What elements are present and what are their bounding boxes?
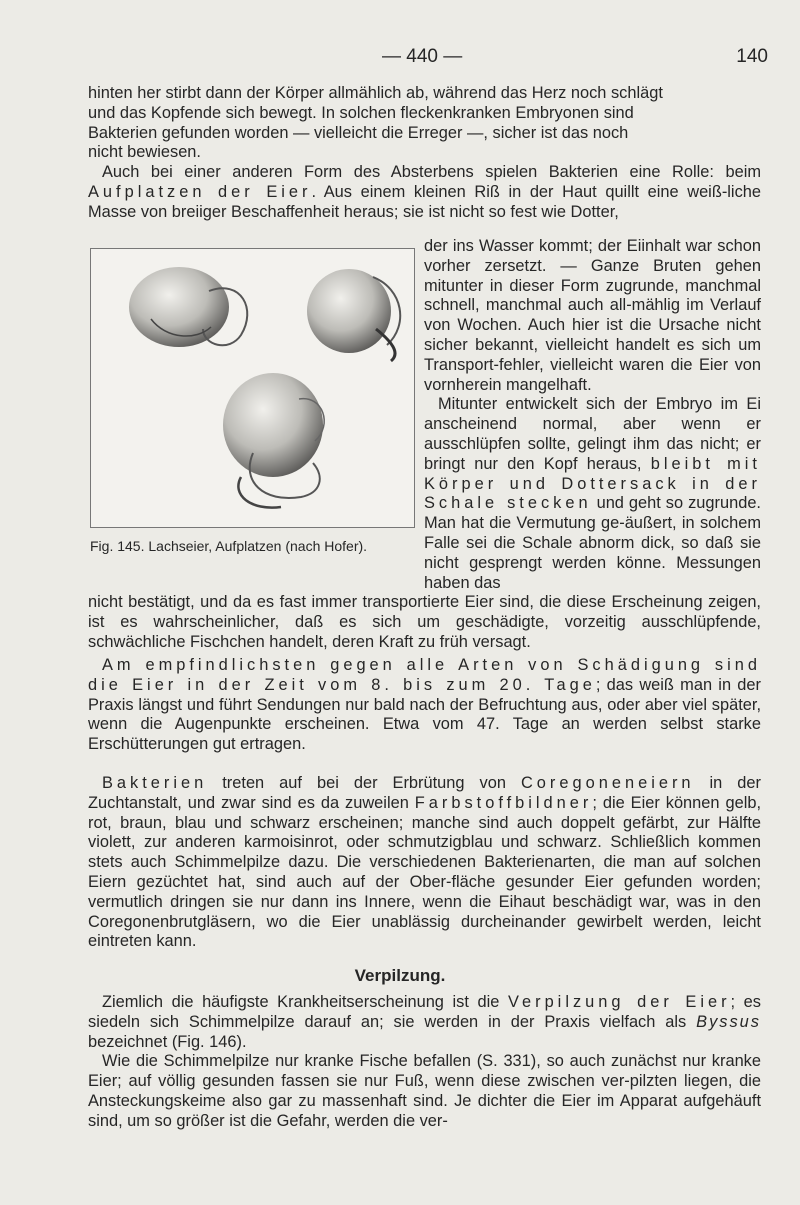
continuation-text	[88, 593, 761, 652]
paragraph-bruten: der ins Wasser kommt; der Eiinhalt war schon vorher zersetzt. — Ganze Bruten gehen mitunter in dieser Form zugrunde, manchmal schnell, manchmal auch all-mählig im Verlauf von Wochen. Auch hier ist die Ursache nicht sicher bekannt, vielleicht handelt es sich um Transport-fehler, vielleicht waren die Eier von vornherein mangelhaft.	[424, 237, 761, 394]
emphasis-text: Am empfindlichsten gegen alle Arten von Schädigung sind die Eier in der Zeit vom 8. bis zum 20. Tage	[88, 656, 761, 694]
fungus-text	[88, 993, 761, 1132]
paragraph-sensitivity: Am empfindlichsten gegen alle Arten von Schädigung sind die Eier in der Zeit vom 8. bis zum 20. Tage; das weiß man in der Praxis längst und führt Sendungen nur bald nach der Befruchtung aus, oder aber viel später, wenn die Augenpunkte erscheinen. Etwa vom 47. Tage an werden selbst starke Erschütterungen gut ertragen.	[88, 656, 761, 754]
section-heading: Verpilzung.	[354, 966, 446, 985]
egg-top-right	[307, 269, 400, 361]
paragraph-continuation: nicht bestätigt, und da es fast immer transportierte Eier sind, die diese Erscheinung zeigen, ist es wahrscheinlicher, daß es sich um geschädigte, vorzeitig ausschlüpfende, schwächliche Fischchen handelt, deren Kraft zu früh versagt.	[88, 593, 761, 651]
text-line: nicht bewiesen.	[88, 143, 201, 162]
paragraph-bacteria: Bakterien treten auf bei der Erbrütung von Coregoneneiern in der Zuchtanstalt, und zwar sind es da zuweilen Farbstoffbildner; die Eier können gelb, rot, braun, blau und schwarz erscheinen; manche sind auch doppelt gefärbt, zur Hälfte violett, zur anderen karmoisinrot, oder schmutzigblau und schwarz. Schließlich kommen stets auch Schimmelpilze dazu. Die verschiedenen Bakterienarten, die man auf solchen Eiern gezüchtet hat, sind auch auf der Ober-fläche gesunder Eier gefunden worden; vermutlich dringen sie nur dann ins Innere, wenn die Eihaut beschädigt war, was in den Coregonenbrutgläsern, wo die Eier unablässig durcheinander gewirbelt werden, leicht eintreten kann.	[88, 774, 762, 951]
egg-top-left	[129, 267, 247, 347]
text-line: und das Kopfende sich bewegt. In solchen fleckenkranken Embryonen sind	[88, 103, 634, 122]
bacteria-text	[88, 774, 761, 952]
egg-bottom	[223, 373, 324, 508]
text-line: Bakterien gefunden worden — vielleicht die Erreger —, sicher ist das noch	[88, 123, 629, 142]
page-number: — 440 —	[382, 46, 463, 67]
paragraph-aufplatzen: Auch bei einer anderen Form des Absterbens spielen Bakterien eine Rolle: beim Aufplatzen der Eier. Aus einem kleinen Riß in der Haut quillt eine weiß-liche Masse von breiiger Beschaffenheit heraus; sie ist nicht so fest wie Dotter,	[88, 163, 762, 221]
salmon-eggs-illustration	[91, 249, 414, 527]
text-line: hinten her stirbt dann der Körper allmählich ab, während das Herz noch schlägt	[88, 84, 663, 102]
paragraph-fungus: Ziemlich die häufigste Krankheitserscheinung ist die Verpilzung der Eier; es siedeln sich Schimmelpilze darauf an; sie werden in der Praxis vielfach als Byssus bezeichnet (Fig. 146).	[88, 993, 761, 1051]
figure-salmon-eggs	[90, 248, 415, 528]
sensitivity-text	[88, 656, 761, 755]
figure-caption: Fig. 145. Lachseier, Aufplatzen (nach Hofer).	[90, 538, 368, 554]
paragraph-embryo: Mitunter entwickelt sich der Embryo im Ei anscheinend normal, aber wenn er ausschlüpfen sollte, gelingt ihm das nicht; er bringt nur den Kopf heraus, bleibt mit Körper und Dottersack in der Schale stecken und geht so zugrunde. Man hat die Vermutung ge-äußert, in solchem Falle sei die Schale abnorm dick, so daß sie nicht gesprengt werden könne. Messungen haben das	[424, 395, 761, 592]
page-header	[0, 46, 800, 70]
emphasis-text: bleibt mit Körper und Dottersack in der Schale stecken	[424, 454, 761, 513]
paragraph-mold: Wie die Schimmelpilze nur kranke Fische befallen (S. 331), so auch zunächst nur kranke Eier; auf völlig gesunden fassen sie nur Fuß, wenn diese zwischen ver-pilzten liegen, die Ansteckungskeime also gar zu massenhaft sind. Je dichter die Eier im Apparat aufgehäuft sind, um so größer ist die Gefahr, werden die ver-	[88, 1052, 761, 1130]
top-text	[88, 84, 761, 223]
emphasis-text: Aufplatzen der Eier	[88, 182, 312, 201]
side-column-text	[424, 237, 761, 593]
running-number: 140	[736, 46, 768, 67]
